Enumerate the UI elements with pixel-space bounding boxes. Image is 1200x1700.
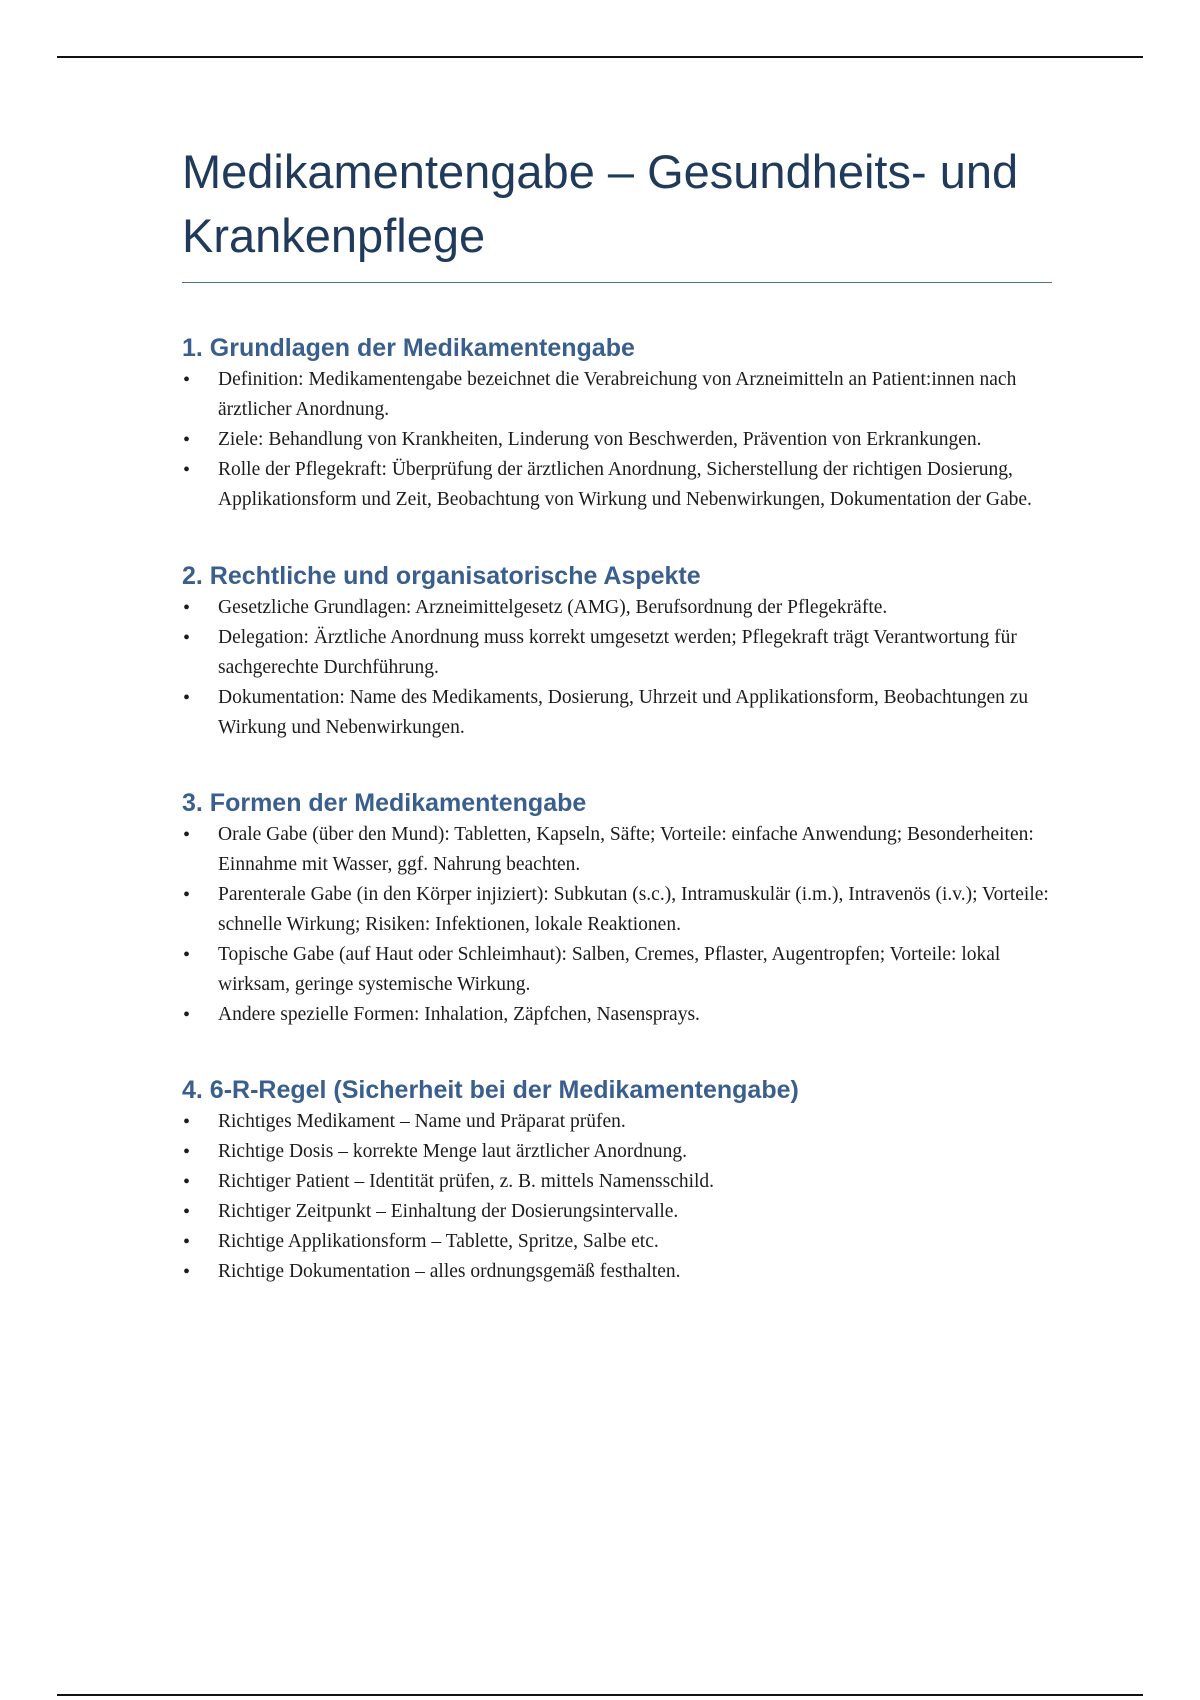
- list-item-text: Richtige Applikationsform – Tablette, Spritze, Salbe etc.: [218, 1231, 659, 1252]
- bullet-icon: •: [183, 1201, 191, 1223]
- bullet-icon: •: [183, 1111, 191, 1133]
- list-item-text: Richtiges Medikament – Name und Präparat prüfen.: [218, 1111, 626, 1132]
- list-item: [182, 940, 1052, 1000]
- section-heading: 4. 6-R-Regel (Sicherheit bei der Medikamentengabe): [182, 1076, 799, 1104]
- bullet-icon: •: [183, 1231, 191, 1253]
- list-item: [182, 1137, 1052, 1167]
- list-item: [182, 1257, 1052, 1287]
- bullet-icon: •: [183, 369, 191, 391]
- bullet-icon: •: [183, 1004, 191, 1026]
- list-item-text: Richtige Dosis – korrekte Menge laut ärztlicher Anordnung.: [218, 1141, 687, 1162]
- section-grundlagen: [182, 331, 1052, 515]
- section-heading: 2. Rechtliche und organisatorische Aspekte: [182, 562, 701, 590]
- list-item: [182, 820, 1052, 880]
- bullet-icon: •: [183, 597, 191, 619]
- bullet-list: [182, 820, 1052, 1030]
- list-item-text: Delegation: Ärztliche Anordnung muss korrekt umgesetzt werden; Pflegekraft trägt Verantwortung für sachgerechte Durchführung.: [218, 627, 1017, 678]
- list-item-text: Richtiger Patient – Identität prüfen, z. B. mittels Namensschild.: [218, 1171, 715, 1192]
- bullet-icon: •: [183, 627, 191, 649]
- list-item: [182, 1167, 1052, 1197]
- bullet-icon: •: [183, 884, 191, 906]
- list-item: [182, 880, 1052, 940]
- section-rechtliche-aspekte: [182, 559, 1052, 743]
- section-6-r-regel: [182, 1073, 1052, 1287]
- document-title: Medikamentengabe – Gesundheits- und Krankenpflege: [182, 140, 1052, 283]
- header-rule: [57, 56, 1143, 58]
- list-item-text: Andere spezielle Formen: Inhalation, Zäpfchen, Nasensprays.: [218, 1004, 700, 1025]
- list-item: [182, 1107, 1052, 1137]
- bullet-icon: •: [183, 824, 191, 846]
- list-item-text: Ziele: Behandlung von Krankheiten, Linderung von Beschwerden, Prävention von Erkrankungen.: [218, 429, 982, 450]
- list-item: [182, 683, 1052, 743]
- bullet-list: [182, 1107, 1052, 1287]
- list-item: [182, 1000, 1052, 1030]
- list-item: [182, 1227, 1052, 1257]
- list-item: [182, 623, 1052, 683]
- footer-rule: [57, 1694, 1143, 1696]
- list-item-text: Parenterale Gabe (in den Körper injiziert): Subkutan (s.c.), Intramuskulär (i.m.), Intravenös (i.v.); Vorteile: schnelle Wirkung; Risiken: Infektionen, lokale Reaktionen.: [218, 884, 1049, 935]
- document-page: [182, 140, 1052, 1287]
- list-item: [182, 593, 1052, 623]
- list-item-text: Rolle der Pflegekraft: Überprüfung der ärztlichen Anordnung, Sicherstellung der richtigen Dosierung, Applikationsform und Zeit, Beobachtung von Wirkung und Nebenwirkungen, Dokumentation der Gabe.: [218, 459, 1032, 510]
- list-item: [182, 1197, 1052, 1227]
- list-item-text: Dokumentation: Name des Medikaments, Dosierung, Uhrzeit und Applikationsform, Beobachtungen zu Wirkung und Nebenwirkungen.: [218, 687, 1029, 738]
- bullet-icon: •: [183, 1141, 191, 1163]
- bullet-icon: •: [183, 429, 191, 451]
- bullet-icon: •: [183, 1171, 191, 1193]
- bullet-list: [182, 365, 1052, 515]
- list-item-text: Gesetzliche Grundlagen: Arzneimittelgesetz (AMG), Berufsordnung der Pflegekräfte.: [218, 597, 888, 618]
- list-item: [182, 365, 1052, 425]
- list-item-text: Definition: Medikamentengabe bezeichnet die Verabreichung von Arzneimitteln an Patient:innen nach ärztlicher Anordnung.: [218, 369, 1017, 420]
- list-item: [182, 455, 1052, 515]
- section-formen: [182, 786, 1052, 1030]
- bullet-icon: •: [183, 459, 191, 481]
- bullet-icon: •: [183, 687, 191, 709]
- list-item-text: Richtige Dokumentation – alles ordnungsgemäß festhalten.: [218, 1261, 681, 1282]
- list-item-text: Topische Gabe (auf Haut oder Schleimhaut): Salben, Cremes, Pflaster, Augentropfen; Vorteile: lokal wirksam, geringe systemische Wirkung.: [218, 944, 1001, 995]
- list-item-text: Richtiger Zeitpunkt – Einhaltung der Dosierungsintervalle.: [218, 1201, 679, 1222]
- section-heading: 3. Formen der Medikamentengabe: [182, 789, 587, 817]
- bullet-icon: •: [183, 944, 191, 966]
- bullet-icon: •: [183, 1261, 191, 1283]
- list-item: [182, 425, 1052, 455]
- bullet-list: [182, 593, 1052, 743]
- list-item-text: Orale Gabe (über den Mund): Tabletten, Kapseln, Säfte; Vorteile: einfache Anwendung; Besonderheiten: Einnahme mit Wasser, ggf. Nahrung beachten.: [218, 824, 1034, 875]
- section-heading: 1. Grundlagen der Medikamentengabe: [182, 334, 635, 362]
